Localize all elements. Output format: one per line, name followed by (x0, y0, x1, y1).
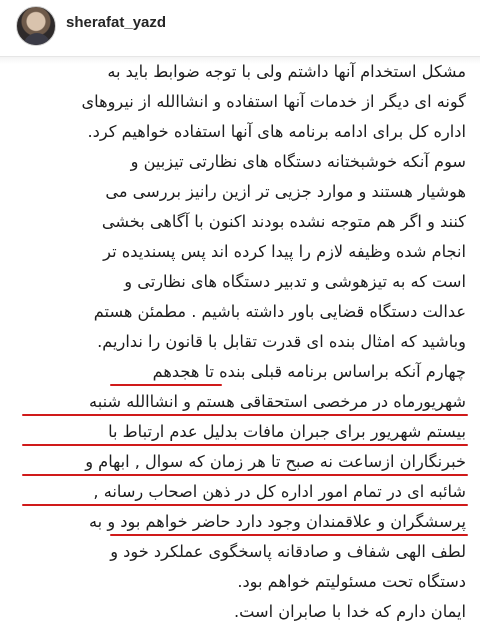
profile-photo-icon[interactable] (16, 6, 56, 46)
red-underline (110, 534, 468, 536)
caption-line: هوشیار هستند و موارد جزیی تر ازین رانیز بررسی می (105, 182, 466, 201)
caption-line: است که به تیزهوشی و تدبیر دستگاه های نظارتی و (124, 272, 466, 291)
caption-line: لطف الهی شفاف و صادقانه پاسخگوی عملکرد خود و (110, 542, 466, 561)
caption-line: دستگاه تحت مسئولیتم خواهم بود. (237, 572, 466, 591)
post-header (0, 0, 480, 57)
caption-line: خبرنگاران ازساعت نه صبح تا هر زمان که سوال , ابهام و (85, 452, 466, 471)
caption-line: سوم آنکه خوشبختانه دستگاه های نظارتی تیزبین و (130, 152, 466, 171)
caption-line: گونه ای دیگر از خدمات آنها استفاده و انشاالله از نیروهای (81, 92, 466, 111)
caption-image (0, 56, 480, 636)
red-underline (22, 474, 468, 476)
caption-line: اداره کل برای ادامه برنامه های آنها استفاده خواهیم کرد. (87, 122, 466, 141)
avatar-shoulders (23, 33, 51, 46)
caption-line: شهریورماه در مرخصی استحقاقی هستم و انشاالله شنبه (89, 392, 466, 411)
caption-line: پرسشگران و علاقمندان وجود دارد حاضر خواهم بود و به (89, 512, 466, 531)
red-underline (22, 444, 468, 446)
caption-line: ایمان دارم که خدا با صابران است. (233, 602, 466, 621)
caption-line: انجام شده وظیفه لازم را پیدا کرده اند پس پسندیده تر (103, 242, 466, 261)
red-underline (22, 504, 468, 506)
caption-line: شائبه ای در تمام امور اداره کل در ذهن اصحاب رسانه , (93, 482, 466, 501)
caption-line: کنند و اگر هم متوجه نشده بودند اکنون با آگاهی بخشی (101, 212, 466, 231)
username[interactable]: sherafat_yazd (66, 14, 167, 31)
red-underline (22, 414, 468, 416)
caption-line: عدالت دستگاه قضایی باور داشته باشیم . مطمئن هستم (93, 302, 466, 321)
caption-line: مشکل استخدام آنها داشتم ولی با توجه ضوابط باید به (107, 62, 466, 81)
caption-line: چهارم آنکه براساس برنامه قبلی بنده تا هجدهم (152, 362, 466, 381)
red-underline (110, 384, 222, 386)
caption-line: وباشید که امثال بنده ای قدرت تقابل با قانون را نداریم. (97, 332, 466, 351)
caption-line: بیستم شهریور برای جبران مافات بدلیل عدم ارتباط با (108, 422, 466, 441)
